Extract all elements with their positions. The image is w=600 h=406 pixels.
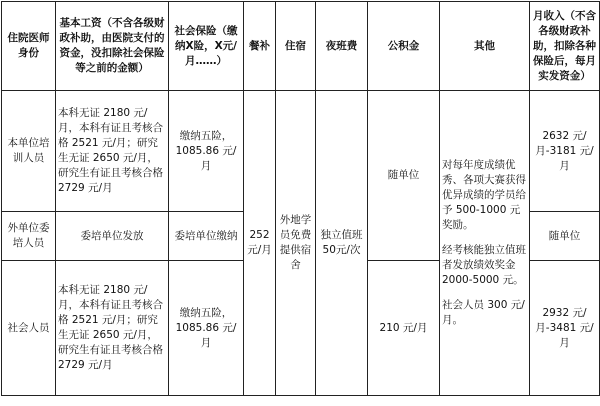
housing-fund-social-cell: 210 元/月 bbox=[368, 261, 440, 396]
header-housing-fund: 公积金 bbox=[368, 2, 440, 91]
housing-fund-units-cell: 随单位 bbox=[368, 91, 440, 261]
header-social-insurance: 社会保险（缴纳X险，X元/月……） bbox=[169, 2, 244, 91]
row-monthly-income: 2632 元/月-3181 元/月 bbox=[530, 91, 600, 212]
row-social-insurance: 委培单位缴纳 bbox=[169, 212, 244, 261]
row-identity: 本单位培训人员 bbox=[2, 91, 56, 212]
row-social-insurance: 缴纳五险，1085.86 元/月 bbox=[169, 261, 244, 396]
residency-compensation-table bbox=[1, 1, 600, 396]
meal-cell: 252元/月 bbox=[244, 91, 276, 396]
table-row bbox=[2, 91, 600, 212]
row-monthly-income: 2932 元/月-3481 元/月 bbox=[530, 261, 600, 396]
row-social-insurance: 缴纳五险，1085.86 元/月 bbox=[169, 91, 244, 212]
header-row bbox=[2, 2, 600, 91]
header-other: 其他 bbox=[440, 2, 530, 91]
row-base-salary: 委培单位发放 bbox=[56, 212, 169, 261]
row-identity: 社会人员 bbox=[2, 261, 56, 396]
row-identity: 外单位委培人员 bbox=[2, 212, 56, 261]
row-monthly-income: 随单位 bbox=[530, 212, 600, 261]
other-cell bbox=[440, 91, 530, 396]
other-social-text: 社会人员 300 元/月。 bbox=[442, 299, 525, 326]
night-shift-cell: 独立值班 50元/次 bbox=[316, 91, 368, 396]
header-base-salary: 基本工资（不含各级财政补助，由医院支付的资金，没扣除社会保险等之前的金额） bbox=[56, 2, 169, 91]
row-base-salary: 本科无证 2180 元/月，本科有证且考核合格 2521 元/月；研究生无证 2650 元/月，研究生有证且考核合格 2729 元/月 bbox=[56, 261, 169, 396]
row-base-salary: 本科无证 2180 元/月，本科有证且考核合格 2521 元/月；研究生无证 2650 元/月，研究生有证且考核合格 2729 元/月 bbox=[56, 91, 169, 212]
header-housing: 住宿 bbox=[276, 2, 316, 91]
header-identity: 住院医师身份 bbox=[2, 2, 56, 91]
header-meal: 餐补 bbox=[244, 2, 276, 91]
header-night-shift: 夜班费 bbox=[316, 2, 368, 91]
header-monthly-income: 月收入（不含各级财政补助，扣除各种保险后，每月实发资金） bbox=[530, 2, 600, 91]
other-award-text: 对每年度成绩优秀、各项大赛获得优异成绩的学员给予 500-1000 元奖励。 bbox=[442, 159, 526, 231]
housing-cell: 外地学员免费提供宿舍 bbox=[276, 91, 316, 396]
other-night-text: 经考核能独立值班者发放绩效奖金 2000-5000 元。 bbox=[442, 244, 526, 286]
